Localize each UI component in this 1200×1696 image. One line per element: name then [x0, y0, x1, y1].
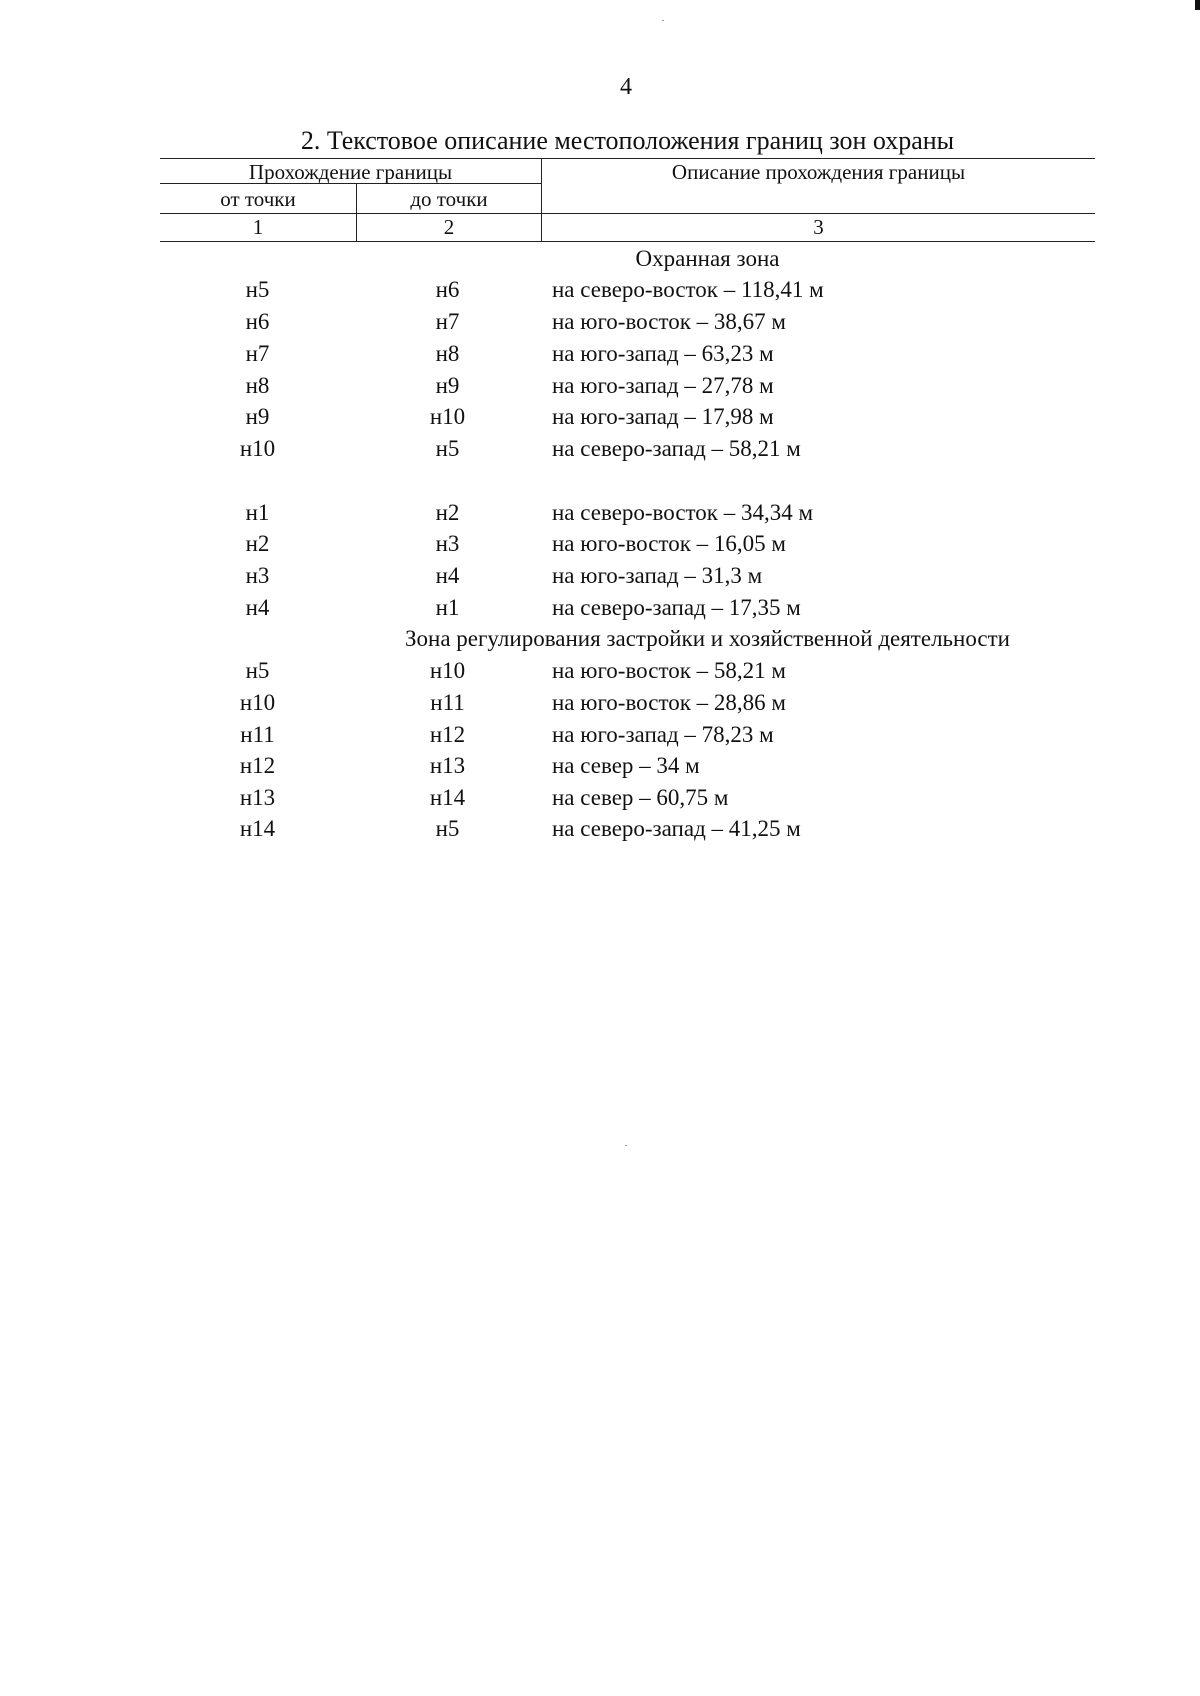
to-point: н8: [435, 341, 460, 366]
page-number: 4: [620, 74, 632, 100]
table-row: [0, 785, 1200, 817]
boundary-description: на юго-запад – 78,23 м: [552, 722, 774, 747]
from-point: н14: [239, 816, 276, 841]
scan-edge-mark: [1195, 0, 1200, 10]
to-point: н5: [435, 436, 460, 461]
header-rule-labels: [160, 213, 1095, 214]
to-point: н11: [430, 690, 465, 715]
table-row: [0, 309, 1200, 341]
from-point: н8: [245, 373, 270, 398]
boundary-description: на север – 34 м: [552, 753, 700, 778]
header-rule-bottom: [160, 241, 1095, 242]
scan-speck: [662, 20, 664, 21]
boundary-description: на юго-запад – 17,98 м: [552, 404, 774, 429]
to-point: н14: [429, 785, 466, 810]
from-point: н10: [239, 690, 276, 715]
boundary-description: на юго-восток – 28,86 м: [552, 690, 786, 715]
table-row: [0, 816, 1200, 848]
table-row: [0, 341, 1200, 373]
boundary-description: на юго-запад – 31,3 м: [552, 563, 763, 588]
description-header: Описание прохождения границы: [671, 160, 966, 184]
table-row: [0, 753, 1200, 785]
table-row: [0, 563, 1200, 595]
to-point: н2: [435, 500, 460, 525]
boundary-description: на юго-запад – 27,78 м: [552, 373, 774, 398]
column-number-3: 3: [813, 215, 824, 239]
from-point: н7: [245, 341, 270, 366]
table-row: [0, 658, 1200, 690]
from-point: н11: [240, 722, 275, 747]
from-point: н2: [245, 531, 270, 556]
to-point: н13: [429, 753, 466, 778]
from-point: н6: [245, 309, 270, 334]
to-point: н9: [435, 373, 460, 398]
table-row: [0, 500, 1200, 532]
boundary-description: на северо-запад – 17,35 м: [552, 595, 801, 620]
group-header-label: Прохождение границы: [248, 160, 453, 184]
to-point: н3: [435, 531, 460, 556]
table-row: [0, 595, 1200, 627]
table-row: [0, 436, 1200, 468]
column-number-2: 2: [443, 215, 455, 239]
table-row: [0, 690, 1200, 722]
to-point: н7: [435, 309, 460, 334]
page-title: 2. Текстовое описание местоположения границ зон охраны: [300, 126, 955, 155]
boundary-description: на юго-восток – 38,67 м: [552, 309, 786, 334]
section-heading-protection: Охранная зона: [635, 246, 780, 271]
from-point: н12: [239, 753, 276, 778]
from-point: н5: [245, 277, 270, 302]
table-row: [0, 531, 1200, 563]
to-point-header: до точки: [410, 187, 488, 211]
to-point: н12: [429, 722, 466, 747]
boundary-description: на север – 60,75 м: [552, 785, 729, 810]
boundary-description: на юго-запад – 63,23 м: [552, 341, 774, 366]
to-point: н1: [435, 595, 460, 620]
from-point-header: от точки: [220, 187, 296, 211]
to-point: н10: [429, 404, 466, 429]
boundary-description: на юго-восток – 58,21 м: [552, 658, 786, 683]
to-point: н10: [429, 658, 466, 683]
table-row: [0, 373, 1200, 405]
to-point: н5: [435, 816, 460, 841]
column-number-1: 1: [252, 215, 264, 239]
from-point: н10: [239, 436, 276, 461]
from-point: н3: [245, 563, 270, 588]
boundary-description: на северо-запад – 41,25 м: [552, 816, 801, 841]
from-point: н9: [245, 404, 270, 429]
scan-speck: [625, 1145, 627, 1146]
table-row: [0, 277, 1200, 309]
from-point: н1: [245, 500, 270, 525]
to-point: н4: [435, 563, 460, 588]
section-heading-regulation: Зона регулирования застройки и хозяйственной деятельности: [405, 626, 1010, 651]
boundary-description: на северо-восток – 118,41 м: [552, 277, 824, 302]
header-rule-top: [160, 158, 1095, 159]
from-point: н5: [245, 658, 270, 683]
table-row: [0, 722, 1200, 754]
boundary-description: на северо-восток – 34,34 м: [552, 500, 814, 525]
from-point: н13: [239, 785, 276, 810]
to-point: н6: [435, 277, 460, 302]
table-row: [0, 404, 1200, 436]
boundary-description: на юго-восток – 16,05 м: [552, 531, 786, 556]
boundary-description: на северо-запад – 58,21 м: [552, 436, 801, 461]
from-point: н4: [245, 595, 270, 620]
